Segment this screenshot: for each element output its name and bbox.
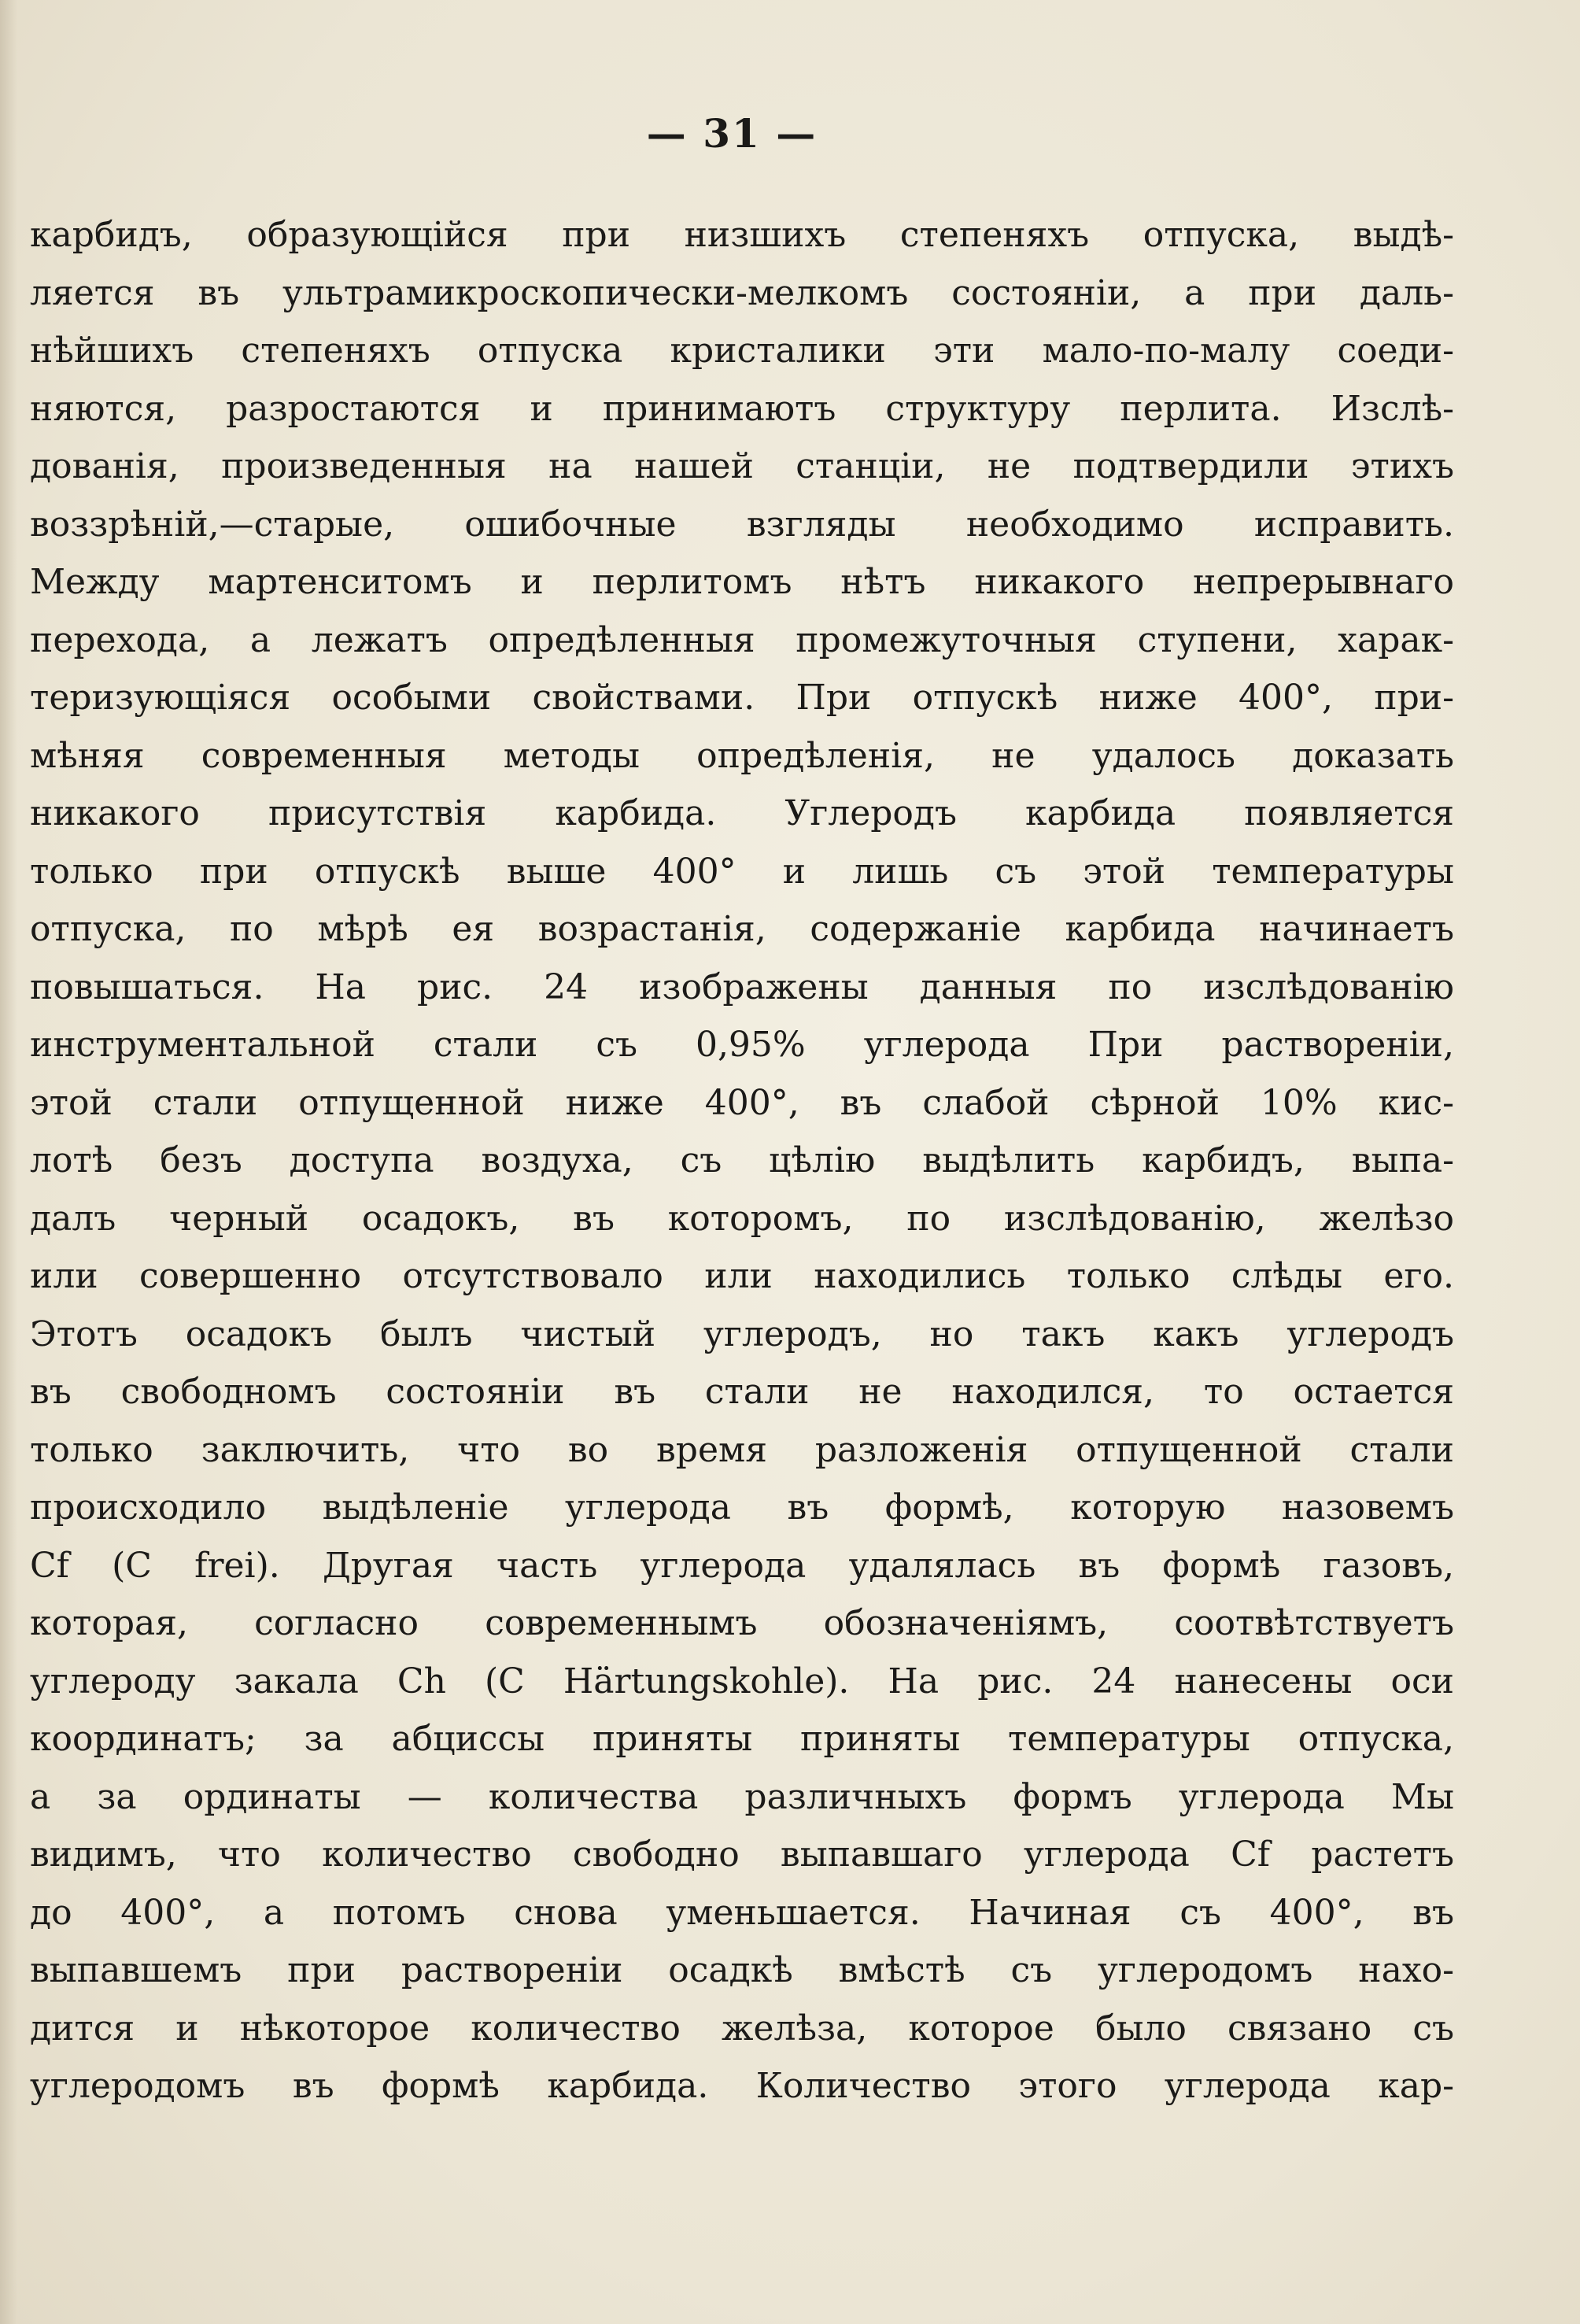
text-line: Cf (C frei). Другая часть углерода удалялась въ формѣ газовъ, bbox=[30, 1545, 1454, 1586]
text-line: карбидъ, образующiйся при низшихъ степеняхъ отпуска, выдѣ- bbox=[30, 215, 1454, 255]
text-line: углеродомъ въ формѣ карбида. Количество этого углерода кар- bbox=[30, 2066, 1454, 2106]
text-line: въ свободномъ состоянiи въ стали не находился, то остается bbox=[30, 1372, 1454, 1412]
text-line: или совершенно отсутствовало или находились только слѣды его. bbox=[30, 1256, 1454, 1296]
body-text bbox=[30, 206, 1454, 2115]
text-line: только заключить, что во время разложенiя отпущенной стали bbox=[30, 1429, 1454, 1470]
page-number: — 31 — bbox=[646, 110, 818, 157]
text-line: этой стали отпущенной ниже 400°, въ слабой сѣрной 10% кис- bbox=[30, 1082, 1454, 1123]
text-line: Между мартенситомъ и перлитомъ нѣтъ никакого непрерывнаго bbox=[30, 562, 1454, 602]
text-line: углероду закала Ch (C Härtungskohle). На рис. 24 нанесены оси bbox=[30, 1661, 1454, 1701]
text-line: до 400°, а потомъ снова уменьшается. Начиная съ 400°, въ bbox=[30, 1892, 1454, 1933]
text-line: а за ординаты — количества различныхъ формъ углерода Мы bbox=[30, 1776, 1454, 1817]
text-line: отпуска, по мѣрѣ ея возрастанiя, содержанiе карбида начинаетъ bbox=[30, 909, 1454, 949]
text-line: нѣйшихъ степеняхъ отпуска кристалики эти мало-по-малу соеди- bbox=[30, 331, 1454, 371]
text-line: дится и нѣкоторое количество желѣза, которое было связано съ bbox=[30, 2008, 1454, 2049]
text-line: инструментальной стали съ 0,95% углерода При растворенiи, bbox=[30, 1025, 1454, 1065]
text-line: повышаться. На рис. 24 изображены данныя по изслѣдованiю bbox=[30, 966, 1454, 1007]
text-line: происходило выдѣленiе углерода въ формѣ, которую назовемъ bbox=[30, 1487, 1454, 1528]
text-line: ляется въ ультрамикроскопически-мелкомъ состоянiи, а при даль- bbox=[30, 272, 1454, 313]
text-line: выпавшемъ при растворенiи осадкѣ вмѣстѣ съ углеродомъ нахо- bbox=[30, 1950, 1454, 1990]
text-line: теризующiяся особыми свойствами. При отпускѣ ниже 400°, при- bbox=[30, 678, 1454, 718]
text-line: Этотъ осадокъ былъ чистый углеродъ, но такъ какъ углеродъ bbox=[30, 1313, 1454, 1354]
text-line: которая, согласно современнымъ обозначенiямъ, соотвѣтствуетъ bbox=[30, 1603, 1454, 1643]
text-line: дованiя, произведенныя на нашей станцiи, не подтвердили этихъ bbox=[30, 446, 1454, 486]
text-line: далъ черный осадокъ, въ которомъ, по изслѣдованiю, желѣзо bbox=[30, 1198, 1454, 1239]
text-line: координатъ; за абциссы приняты приняты температуры отпуска, bbox=[30, 1719, 1454, 1759]
text-line: никакого присутствiя карбида. Углеродъ карбида появляется bbox=[30, 793, 1454, 833]
text-line: лотѣ безъ доступа воздуха, съ цѣлiю выдѣлить карбидъ, выпа- bbox=[30, 1140, 1454, 1180]
text-line: няются, разростаются и принимаютъ структуру перлита. Изслѣ- bbox=[30, 388, 1454, 429]
page-gutter-shadow bbox=[0, 0, 17, 2324]
text-line: воззрѣнiй,—старые, ошибочные взгляды необходимо исправить. bbox=[30, 504, 1454, 545]
text-line: только при отпускѣ выше 400° и лишь съ этой температуры bbox=[30, 851, 1454, 892]
text-line: перехода, а лежатъ опредѣленныя промежуточныя ступени, харак- bbox=[30, 619, 1454, 660]
text-line: мѣняя современныя методы опредѣленiя, не удалось доказать bbox=[30, 735, 1454, 776]
text-line: видимъ, что количество свободно выпавшаго углерода Cf растетъ bbox=[30, 1834, 1454, 1875]
